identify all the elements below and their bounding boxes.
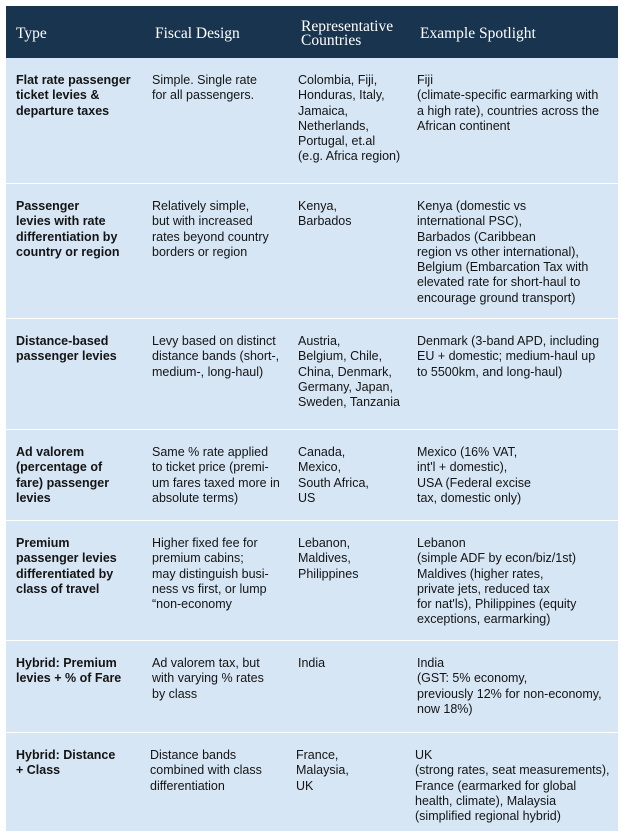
cell-line: South Africa,: [298, 475, 369, 490]
cell-line: ticket levies &: [16, 88, 100, 103]
cell-line: Hybrid: Premium: [16, 656, 117, 670]
column-header-type: Type: [16, 25, 47, 42]
cell-line: tax, domestic only): [417, 490, 522, 505]
cell-line: passenger levies: [16, 551, 117, 566]
cell-line: Portugal, et.al: [298, 134, 376, 149]
cell-line: to 5500km, and long-haul): [417, 364, 563, 379]
cell-line: rates beyond country: [152, 229, 269, 244]
cell-line: (e.g. Africa region): [298, 149, 401, 164]
cell-line: Mexico (16% VAT,: [417, 445, 518, 459]
type-cell: [16, 199, 119, 260]
cell-line: Distance bands: [150, 748, 237, 762]
table-header: [6, 6, 618, 58]
cell-line: but with increased: [152, 214, 253, 229]
countries-cell: [298, 536, 358, 582]
cell-line: levies: [16, 490, 51, 505]
cell-line: for nat'ls), Philippines (equity: [417, 597, 577, 612]
spotlight-cell: [417, 656, 602, 717]
cell-line: international PSC),: [417, 214, 522, 229]
cell-line: levies with rate: [16, 214, 106, 229]
cell-line: (simplified regional hybrid): [415, 809, 561, 824]
spotlight-cell: [415, 748, 610, 824]
cell-line: Kenya,: [298, 199, 337, 213]
cell-line: Belgium (Embarcation Tax with: [417, 260, 589, 275]
cell-line: “non-economy: [152, 597, 232, 612]
cell-line: Philippines: [298, 566, 359, 581]
fiscal-design-cell: [152, 536, 269, 612]
cell-line: a high rate), countries across the: [417, 103, 600, 118]
fiscal-design-cell: [150, 748, 262, 794]
cell-line: previously 12% for non-economy,: [417, 686, 602, 701]
cell-line: India: [417, 656, 445, 670]
cell-line: Ad valorem tax, but: [152, 656, 260, 670]
cell-line: by class: [152, 686, 198, 701]
fiscal-design-cell: [152, 334, 279, 380]
cell-line: (GST: 5% economy,: [417, 671, 528, 686]
cell-line: Levy based on distinct: [152, 334, 276, 348]
cell-line: (strong rates, seat measurements),: [415, 763, 610, 778]
cell-line: passenger levies: [16, 349, 117, 364]
column-header-spotlight: Example Spotlight: [420, 25, 536, 42]
spotlight-cell: [417, 199, 588, 306]
cell-line: Same % rate applied: [152, 445, 269, 459]
countries-cell: [296, 748, 349, 794]
cell-line: Simple. Single rate: [152, 73, 257, 87]
cell-line: Denmark (3-band APD, including: [417, 334, 600, 348]
cell-line: Lebanon: [417, 536, 466, 550]
fiscal-design-cell: [152, 445, 280, 506]
table-row: [6, 184, 618, 319]
spotlight-cell: [417, 73, 599, 134]
levy-table: [6, 6, 618, 831]
countries-cell: [298, 73, 400, 165]
cell-line: Honduras, Italy,: [298, 88, 385, 103]
cell-line: UK: [296, 778, 314, 793]
spotlight-cell: [417, 334, 599, 380]
cell-line: Malaysia,: [296, 763, 349, 778]
cell-line: France (earmarked for global: [415, 778, 577, 793]
fiscal-design-cell: [152, 73, 257, 104]
cell-line: Barbados: [298, 214, 352, 229]
cell-line: Flat rate passenger: [16, 73, 131, 87]
cell-line: premium cabins;: [152, 551, 244, 566]
countries-cell: [298, 199, 352, 230]
cell-line: fare) passenger: [16, 475, 110, 490]
column-header-countries-line: Representative: [301, 18, 394, 35]
cell-line: for all passengers.: [152, 88, 255, 103]
cell-line: Premium: [16, 536, 70, 550]
cell-line: exceptions, earmarking): [417, 612, 551, 627]
spotlight-cell: [417, 536, 576, 628]
cell-line: differentiation: [150, 778, 225, 793]
type-cell: [16, 748, 115, 779]
table-row: [6, 58, 618, 184]
cell-line: Higher fixed fee for: [152, 536, 258, 550]
cell-line: (simple ADF by econ/biz/1st): [417, 551, 577, 566]
cell-line: to ticket price (premi-: [152, 460, 269, 475]
column-header-countries: [301, 20, 393, 48]
cell-line: African continent: [417, 118, 511, 133]
cell-line: levies + % of Fare: [16, 671, 122, 686]
column-header-fiscal-design: Fiscal Design: [155, 25, 240, 42]
cell-line: Mexico,: [298, 460, 342, 475]
cell-line: Maldives (higher rates,: [417, 566, 544, 581]
cell-line: Ad valorem: [16, 445, 85, 459]
countries-cell: [298, 445, 369, 506]
cell-line: int'l + domestic),: [417, 460, 508, 475]
cell-line: (climate-specific earmarking with: [417, 88, 599, 103]
type-cell: [16, 334, 117, 365]
cell-line: Lebanon,: [298, 536, 351, 550]
cell-line: encourage ground transport): [417, 290, 576, 305]
cell-line: UK: [415, 748, 433, 762]
cell-line: country or region: [16, 244, 120, 259]
type-cell: [16, 445, 109, 506]
cell-line: Kenya (domestic vs: [417, 199, 527, 213]
cell-line: US: [298, 490, 316, 505]
countries-cell: [298, 334, 400, 410]
cell-line: + Class: [16, 763, 61, 778]
spotlight-cell: [417, 445, 531, 506]
cell-line: differentiated by: [16, 566, 114, 581]
cell-line: with varying % rates: [152, 671, 264, 686]
cell-line: USA (Federal excise: [417, 475, 531, 490]
cell-line: medium-, long-haul): [152, 364, 264, 379]
table-row: [6, 641, 618, 733]
cell-line: Canada,: [298, 445, 346, 459]
cell-line: Fiji: [417, 73, 433, 87]
type-cell: [16, 536, 117, 597]
cell-line: differentiation by: [16, 229, 118, 244]
table-row: [6, 430, 618, 521]
cell-line: Austria,: [298, 334, 341, 348]
cell-line: Jamaica,: [298, 103, 349, 118]
cell-line: ness vs first, or lump: [152, 581, 267, 596]
cell-line: region vs other international),: [417, 244, 579, 259]
table-row: [6, 521, 618, 641]
table-row: [6, 733, 618, 831]
cell-line: China, Denmark,: [298, 364, 392, 379]
countries-cell: [298, 656, 325, 671]
cell-line: Germany, Japan,: [298, 379, 393, 394]
fiscal-design-cell: [152, 199, 269, 260]
cell-line: health, climate), Malaysia: [415, 793, 557, 808]
cell-line: Relatively simple,: [152, 199, 250, 213]
cell-line: India: [298, 656, 326, 670]
type-cell: [16, 656, 121, 687]
cell-line: private jets, reduced tax: [417, 581, 550, 596]
cell-line: (percentage of: [16, 460, 103, 475]
type-cell: [16, 73, 131, 119]
cell-line: Belgium, Chile,: [298, 349, 383, 364]
cell-line: absolute terms): [152, 490, 239, 505]
column-header-countries-line: Countries: [301, 32, 362, 49]
cell-line: elevated rate for short-haul to: [417, 275, 581, 290]
cell-line: Maldives,: [298, 551, 351, 566]
cell-line: now 18%): [417, 701, 473, 716]
cell-line: Sweden, Tanzania: [298, 395, 400, 410]
cell-line: Colombia, Fiji,: [298, 73, 378, 87]
cell-line: class of travel: [16, 581, 100, 596]
cell-line: borders or region: [152, 244, 248, 259]
table-row: [6, 319, 618, 430]
cell-line: EU + domestic; medium-haul up: [417, 349, 596, 364]
cell-line: combined with class: [150, 763, 262, 778]
cell-line: Passenger: [16, 199, 80, 213]
cell-line: Distance-based: [16, 334, 109, 348]
cell-line: Hybrid: Distance: [16, 748, 116, 762]
cell-line: Netherlands,: [298, 118, 369, 133]
cell-line: distance bands (short-,: [152, 349, 280, 364]
cell-line: departure taxes: [16, 103, 110, 118]
cell-line: may distinguish busi-: [152, 566, 269, 581]
cell-line: Barbados (Caribbean: [417, 229, 536, 244]
fiscal-design-cell: [152, 656, 264, 702]
cell-line: um fares taxed more in: [152, 475, 280, 490]
cell-line: France,: [296, 748, 339, 762]
